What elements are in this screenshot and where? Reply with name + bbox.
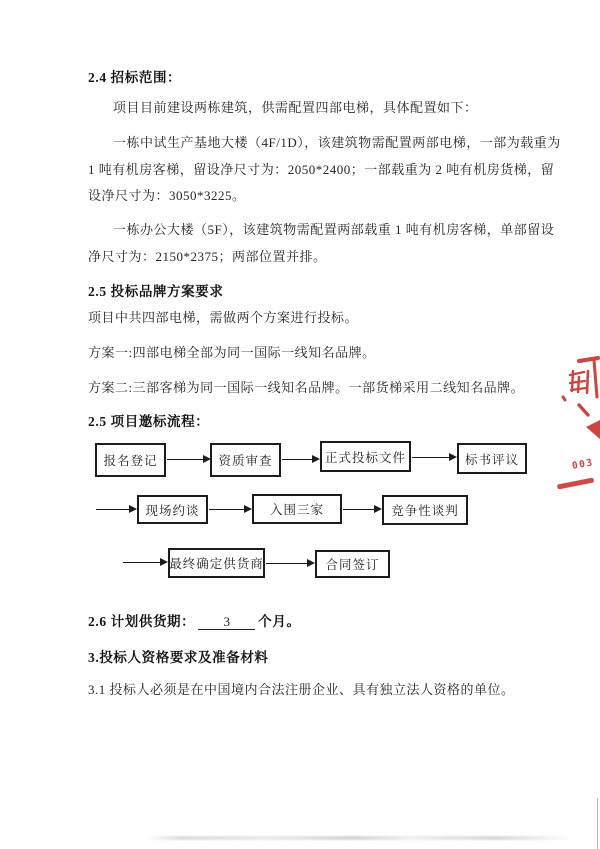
flow-box-site-interview: 现场约谈 <box>137 495 208 524</box>
flow-box-registration: 报名登记 <box>95 443 166 477</box>
paragraph-line: 净尺寸为：2150*2375；两部位置并排。 <box>88 248 327 264</box>
scan-smudge-line <box>148 836 572 840</box>
flow-arrow <box>282 459 312 460</box>
section-3-1-paragraph: 3.1 投标人必须是在中国境内合法注册企业、具有独立法人资格的单位。 <box>88 682 515 697</box>
paragraph-line: 一栋办公大楼（5F），该建筑物需配置两部载重 1 吨有机房客梯，单部留设 <box>113 222 555 237</box>
flow-arrow <box>209 509 244 510</box>
section-2-4-paragraph-3 <box>88 217 554 270</box>
flow-arrow <box>412 457 449 458</box>
paragraph-line: 1 吨有机房客梯，留设净尺寸为：2050*2400；一部载重为 2 吨有机房货梯，留 <box>88 161 555 177</box>
flow-box-qualification-review: 资质审查 <box>210 443 281 477</box>
flow-box-formal-bid-documents: 正式投标文件 <box>320 441 411 472</box>
supply-period-suffix: 个月。 <box>258 614 301 629</box>
plan-two-line: 方案二:三部客梯为同一国际一线知名品牌。一部货梯采用二线知名品牌。 <box>88 380 525 395</box>
section-3-heading: 3.投标人资格要求及准备材料 <box>88 650 269 665</box>
flow-box-bid-evaluation: 标书评议 <box>457 443 527 474</box>
flow-box-final-supplier: 最终确定供货商 <box>168 548 265 578</box>
plan-one-line: 方案一:四部电梯全部为同一国际一线知名品牌。 <box>88 345 376 360</box>
section-2-4-paragraph-1: 项目目前建设两栋建筑，供需配置四部电梯，具体配置如下： <box>113 100 478 115</box>
supply-period-label: 2.6 计划供货期： <box>88 614 196 629</box>
flow-arrow <box>167 459 203 460</box>
flow-box-contract-signing: 合同签订 <box>315 550 390 578</box>
paragraph-line: 一栋中试生产基地大楼（4F/1D），该建筑物需配置两部电梯，一部为载重为 <box>113 135 561 150</box>
section-2-4-paragraph-2 <box>88 130 561 210</box>
seal-serial-number: 003 <box>571 457 595 472</box>
section-2-5a-paragraph-1: 项目中共四部电梯，需做两个方案进行投标。 <box>88 310 359 325</box>
paragraph-line: 设净尺寸为：3050*3225。 <box>88 188 246 203</box>
section-2-5b-heading: 2.5 项目邀标流程： <box>88 414 210 429</box>
red-seal-fragment <box>548 335 600 505</box>
flow-box-competitive-negotiation: 竞争性谈判 <box>382 495 468 525</box>
flow-arrow <box>266 563 307 564</box>
flow-arrow <box>96 509 129 510</box>
flow-arrow <box>123 562 160 563</box>
seal-arc-segment <box>557 478 594 489</box>
section-2-6-line <box>88 610 301 630</box>
flow-box-shortlist-three: 入围三家 <box>252 494 342 524</box>
supply-period-value: 3 <box>198 614 255 630</box>
section-2-5a-heading: 2.5 投标品牌方案要求 <box>88 284 224 299</box>
flow-arrow <box>343 509 374 510</box>
scan-edge-line <box>597 798 599 849</box>
seal-strokes-icon <box>548 335 600 455</box>
section-2-4-heading: 2.4 招标范围： <box>88 70 182 85</box>
